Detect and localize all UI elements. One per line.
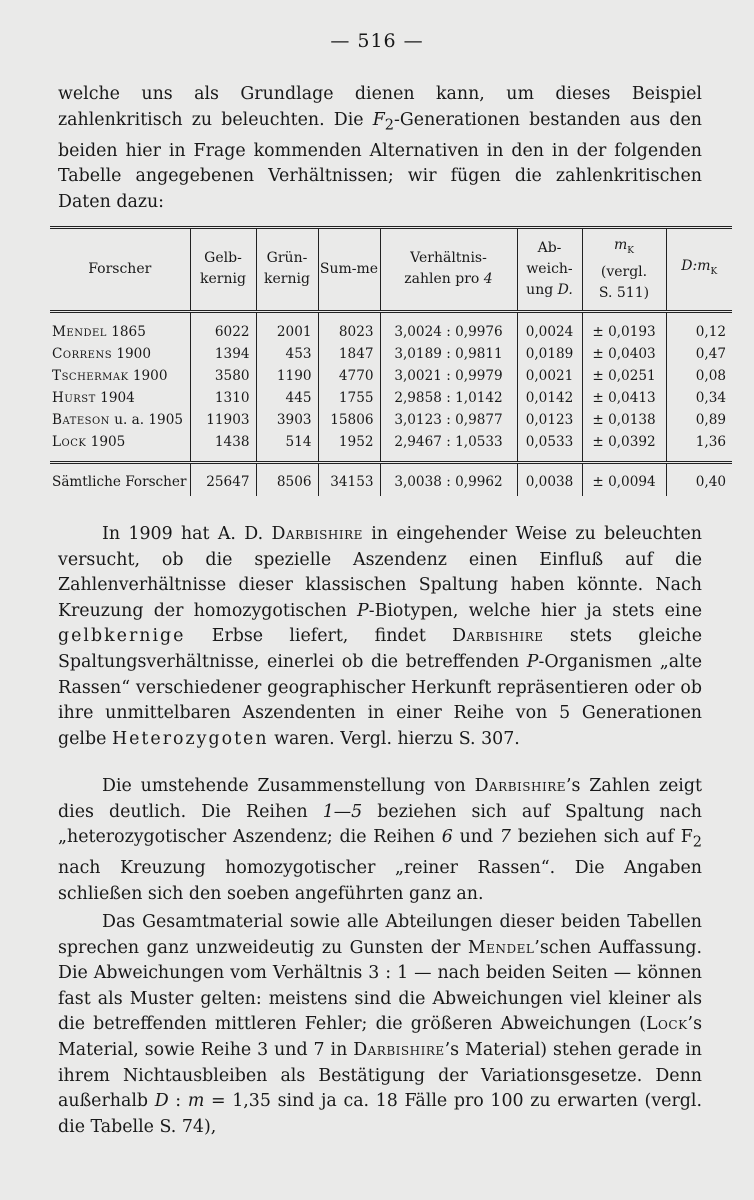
cell-abweichung: 0,0142 xyxy=(517,387,582,409)
p3-text-k: = 1,35 sind ja ca. 18 Fälle pro 100 zu erwarten (vergl. die Tabelle S. 74), xyxy=(58,1091,702,1137)
p1-author-darbishire-2: Darbishire xyxy=(452,626,544,647)
p2-author-darbishire: Darbishire xyxy=(474,776,567,796)
cell-total-mk: ± 0,0094 xyxy=(582,462,666,496)
cell-gelb: 6022 xyxy=(190,311,256,343)
table-row xyxy=(50,387,732,409)
header-abweichung xyxy=(517,229,582,311)
cell-abweichung: 0,0189 xyxy=(517,343,582,365)
cell-gelb: 3580 xyxy=(190,365,256,387)
researcher-year: 1904 xyxy=(95,389,135,406)
p1-text-a: In 1909 hat A. D. xyxy=(102,524,272,544)
cell-total-gelb: 25647 xyxy=(190,462,256,496)
header-verhaeltnis xyxy=(380,229,517,311)
p2-text-e: beziehen sich auf Spaltung nach „heterozygotischer Aszendenz; die Reihen xyxy=(58,801,702,848)
cell-mk: ± 0,0193 xyxy=(582,311,666,343)
cell-d-mk: 0,89 xyxy=(666,409,732,431)
cell-gruen: 1190 xyxy=(256,365,318,387)
p3-symbol-m: m xyxy=(187,1091,205,1112)
cell-d-mk: 0,08 xyxy=(666,365,732,387)
header-verhaeltnis-1: Verhältnis- xyxy=(410,250,487,267)
cell-total-verhaeltnis: 3,0038 : 0,9962 xyxy=(380,462,517,496)
p3-text-e: ’s Material, sowie Reihe 3 und 7 in xyxy=(58,1014,702,1060)
p3-text-c: ’schen Auffassung. Die Abweichungen vom Verhältnis 3 : 1 — nach beiden Seiten — können fast als Muster gelten: meistens sind die Abweichungen viel kleiner als die betreffenden mittleren Fehler; die größeren Abweichungen ( xyxy=(58,937,702,1035)
cell-forscher xyxy=(50,343,190,365)
p2-text-i: beziehen sich auf F xyxy=(511,827,693,848)
p2-text-g: und xyxy=(452,827,500,848)
header-summe xyxy=(318,229,380,311)
cell-forscher xyxy=(50,365,190,387)
table-body xyxy=(50,311,732,462)
p1-author-darbishire: Darbishire xyxy=(271,524,363,544)
cell-verhaeltnis: 2,9467 : 1,0533 xyxy=(380,431,517,463)
cell-forscher xyxy=(50,409,190,431)
p2-text-a: Die umstehende Zusammenstellung von xyxy=(102,776,475,796)
researcher-year: 1900 xyxy=(128,367,168,384)
paragraph-zusammenstellung xyxy=(58,774,702,907)
researcher-name: Tschermak xyxy=(52,367,129,384)
p1-emph-heterozygoten: Heterozygoten xyxy=(111,728,269,749)
cell-forscher xyxy=(50,311,190,343)
cell-gelb: 1310 xyxy=(190,387,256,409)
header-gruenkernig-text: Grün-kernig xyxy=(264,250,310,288)
p3-author-mendel: Mendel xyxy=(467,937,535,958)
p2-row-7: 7 xyxy=(499,827,511,848)
header-abw-1: Ab- xyxy=(537,239,562,256)
intro-f-symbol: F xyxy=(372,109,385,130)
header-gelbkernig xyxy=(190,229,256,311)
p1-text-i: stets gleiche Spaltungsverhältnisse, einerlei ob die betreffenden xyxy=(58,626,702,672)
cell-d-mk: 1,36 xyxy=(666,431,732,463)
cell-summe: 4770 xyxy=(318,365,380,387)
p2-f-subscript: 2 xyxy=(692,834,703,851)
p2-text-k: nach Kreuzung homozygotischer „reiner Rassen“. Die Angaben schließen sich den soeben angeführten ganz an. xyxy=(58,858,702,904)
p1-text-g: Erbse liefert, findet xyxy=(185,626,453,647)
intro-text-1: welche uns als Grundlage dienen kann, um dieses Beispiel zahlenkritisch zu beleuchten. Die xyxy=(58,84,702,130)
p1-text-e: -Biotypen, welche hier ja stets eine xyxy=(368,600,702,621)
intro-text-2: -Generationen bestanden aus den beiden hier in Frage kommenden Alternativen in den in der folgenden Tabelle angegebenen Verhältnissen; wir fügen die zahlenkritischen Daten dazu: xyxy=(58,109,703,212)
cell-gruen: 453 xyxy=(256,343,318,365)
cell-total-summe: 34153 xyxy=(318,462,380,496)
cell-abweichung: 0,0021 xyxy=(517,365,582,387)
header-abw-4: D. xyxy=(557,281,573,298)
cell-total-d-mk: 0,40 xyxy=(666,462,732,496)
researcher-year: 1905 xyxy=(86,433,126,450)
cell-verhaeltnis: 3,0021 : 0,9979 xyxy=(380,365,517,387)
cell-mk: ± 0,0251 xyxy=(582,365,666,387)
table-row xyxy=(50,365,732,387)
cell-mk: ± 0,0403 xyxy=(582,343,666,365)
table-row xyxy=(50,311,732,343)
cell-verhaeltnis: 2,9858 : 1,0142 xyxy=(380,387,517,409)
intro-f-subscript: 2 xyxy=(384,117,395,134)
table-total-row xyxy=(50,462,732,496)
cell-gruen: 445 xyxy=(256,387,318,409)
header-dmk-sub: K xyxy=(710,266,718,277)
cell-summe: 1847 xyxy=(318,343,380,365)
p1-text-k: -Organismen „alte Rassen“ verschiedener geographischer Herkunft repräsentieren oder ob ihre unmittelbaren Aszendenten in einer Reihe von 5 Generationen gelbe xyxy=(58,651,702,749)
header-mk-sub: K xyxy=(627,245,634,256)
p3-author-lock: Lock xyxy=(646,1014,688,1035)
header-forscher: Forscher xyxy=(50,229,190,311)
p2-rows-1-5: 1—5 xyxy=(322,801,363,822)
cell-d-mk: 0,47 xyxy=(666,343,732,365)
header-dmk-text: D:m xyxy=(681,258,711,274)
table-row xyxy=(50,431,732,463)
paragraph-darbishire-1909 xyxy=(58,522,702,752)
header-mk-m: m xyxy=(613,237,628,253)
header-verhaeltnis-2: zahlen pro xyxy=(404,271,484,288)
cell-gelb: 11903 xyxy=(190,409,256,431)
p1-text-c: in eingehender Weise zu beleuchten versucht, ob die spezielle Aszendenz einen Einfluß auf die Zahlenverhältnisse dieser klassischen Spaltung haben könnte. Nach Kreuzung der homozygotischen xyxy=(58,524,702,621)
table-row xyxy=(50,409,732,431)
header-mk-symbol xyxy=(613,237,634,256)
cell-d-mk: 0,34 xyxy=(666,387,732,409)
header-abw-2: weich- xyxy=(526,260,573,277)
paragraph-gesamtmaterial xyxy=(58,910,702,1140)
researcher-name: Bateson xyxy=(52,411,110,428)
researcher-year: u. a. 1905 xyxy=(109,411,183,428)
cell-forscher xyxy=(50,387,190,409)
researcher-name: Hurst xyxy=(52,389,96,406)
cell-summe: 15806 xyxy=(318,409,380,431)
header-gruenkernig xyxy=(256,229,318,311)
cell-abweichung: 0,0024 xyxy=(517,311,582,343)
header-gelbkernig-text: Gelb-kernig xyxy=(200,250,246,288)
cell-gelb: 1394 xyxy=(190,343,256,365)
header-dmk-symbol xyxy=(681,258,718,277)
page-number: — 516 — xyxy=(330,30,424,52)
researcher-year: 1900 xyxy=(112,345,151,362)
intro-paragraph xyxy=(58,82,702,215)
p3-text-a: Das Gesamtmaterial sowie alle Abteilungen dieser beiden Tabellen sprechen ganz unzweideutig zu Gunsten der xyxy=(58,912,702,958)
header-mk xyxy=(582,229,666,311)
p1-symbol-p-2: P xyxy=(526,651,539,672)
header-abw-3: ung xyxy=(526,281,558,298)
cell-d-mk: 0,12 xyxy=(666,311,732,343)
p3-text-g: ’s Material) stehen gerade in ihrem Nichtausbleiben als Bestätigung der Variationsgesetze. Denn außerhalb xyxy=(58,1039,702,1112)
p1-symbol-p: P xyxy=(357,600,369,621)
researcher-year: 1865 xyxy=(106,323,146,340)
researcher-name: Lock xyxy=(52,433,87,450)
cell-total-abweichung: 0,0038 xyxy=(517,462,582,496)
p3-symbol-d: D xyxy=(154,1091,169,1112)
header-summe-text: Sum-me xyxy=(319,260,379,277)
cell-gruen: 3903 xyxy=(256,409,318,431)
table-header-row xyxy=(50,229,732,311)
researcher-name: Mendel xyxy=(52,323,107,340)
cell-total-gruen: 8506 xyxy=(256,462,318,496)
p2-row-6: 6 xyxy=(441,827,453,848)
cell-summe: 1755 xyxy=(318,387,380,409)
cell-mk: ± 0,0138 xyxy=(582,409,666,431)
cell-verhaeltnis: 3,0123 : 0,9877 xyxy=(380,409,517,431)
cell-verhaeltnis: 3,0189 : 0,9811 xyxy=(380,343,517,365)
cell-summe: 1952 xyxy=(318,431,380,463)
cell-verhaeltnis: 3,0024 : 0,9976 xyxy=(380,311,517,343)
header-mk-2: (vergl. xyxy=(600,263,648,280)
cell-abweichung: 0,0533 xyxy=(517,431,582,463)
p1-emph-gelbkernige: gelbkernige xyxy=(58,626,186,647)
cell-forscher xyxy=(50,431,190,463)
researcher-name: Correns xyxy=(52,345,113,362)
cell-abweichung: 0,0123 xyxy=(517,409,582,431)
cell-total-forscher: Sämtliche Forscher xyxy=(50,462,190,496)
ratio-table xyxy=(50,226,732,496)
p2-text-c: ’s Zahlen zeigt dies deutlich. Die Reihen xyxy=(58,776,702,822)
p3-text-i: : xyxy=(168,1091,188,1112)
cell-gelb: 1438 xyxy=(190,431,256,463)
cell-mk: ± 0,0392 xyxy=(582,431,666,463)
cell-gruen: 2001 xyxy=(256,311,318,343)
p3-author-darbishire: Darbishire xyxy=(353,1039,445,1060)
table-row xyxy=(50,343,732,365)
header-d-mk xyxy=(666,229,732,311)
header-verhaeltnis-3: 4 xyxy=(483,271,493,288)
cell-gruen: 514 xyxy=(256,431,318,463)
cell-mk: ± 0,0413 xyxy=(582,387,666,409)
cell-summe: 8023 xyxy=(318,311,380,343)
p1-text-m: waren. Vergl. hierzu S. 307. xyxy=(268,728,520,749)
header-mk-3: S. 511) xyxy=(598,284,650,301)
